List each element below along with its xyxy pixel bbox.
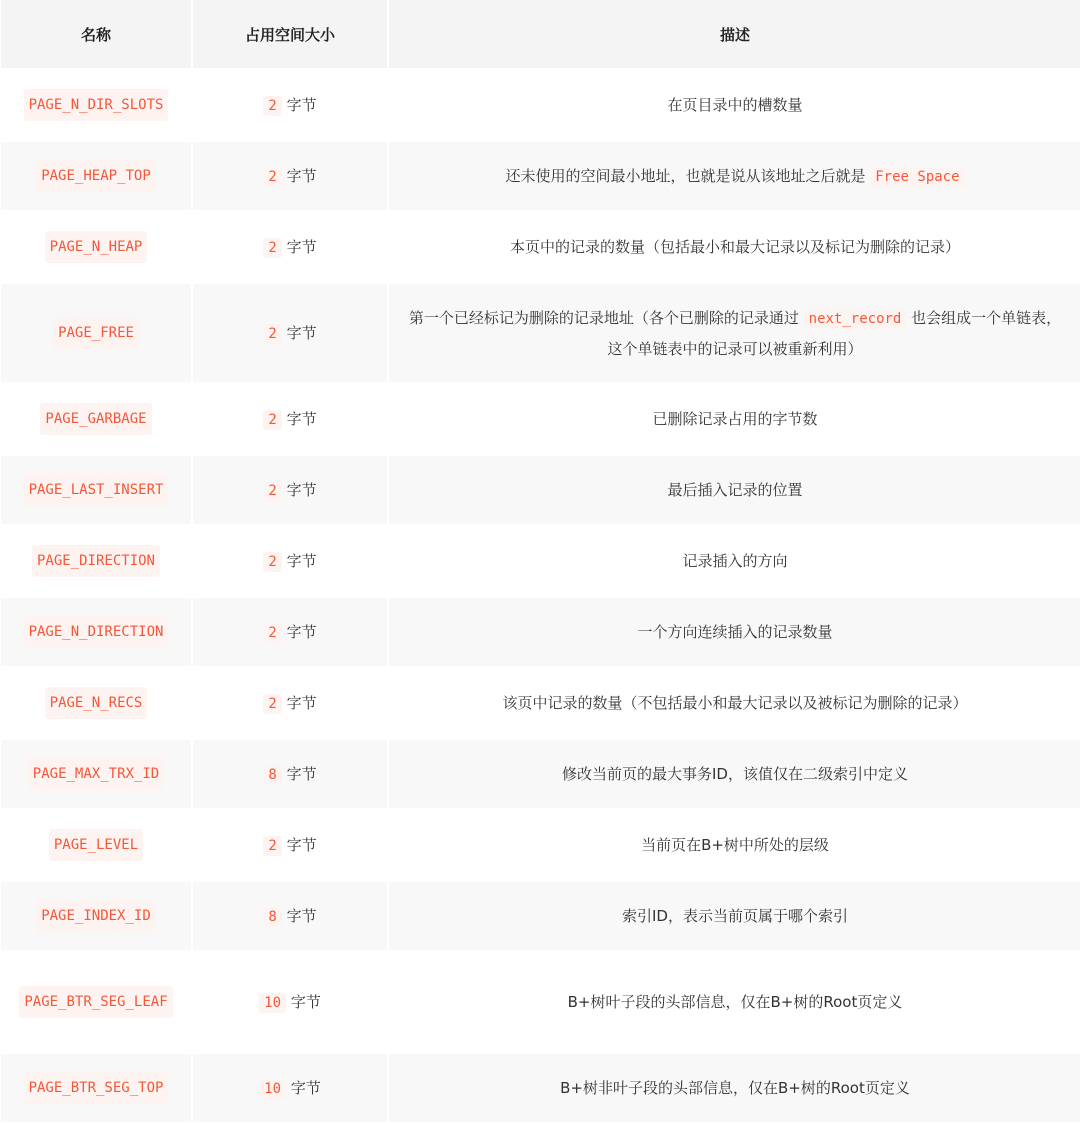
field-size-value: 2 <box>263 481 281 501</box>
field-size-unit: 字节 <box>286 906 317 925</box>
field-size-value: 2 <box>263 623 281 643</box>
field-size-cell <box>193 740 387 808</box>
table-row <box>1 284 1080 382</box>
field-size-value: 2 <box>263 694 281 714</box>
table-row <box>1 669 1080 737</box>
field-size-value: 2 <box>263 836 281 856</box>
table-row <box>1 527 1080 595</box>
field-description: 修改当前页的最大事务ID，该值仅在二级索引中定义 <box>562 765 908 783</box>
field-size-unit: 字节 <box>286 237 317 256</box>
table-row <box>1 811 1080 879</box>
table-row <box>1 953 1080 1051</box>
field-name-cell <box>1 953 191 1051</box>
field-size-unit: 字节 <box>286 622 317 641</box>
field-size-value: 2 <box>263 410 281 430</box>
field-name: PAGE_LAST_INSERT <box>24 474 169 506</box>
field-description-cell <box>389 811 1080 879</box>
field-size-unit: 字节 <box>286 323 317 342</box>
field-name: PAGE_BTR_SEG_LEAF <box>19 986 172 1018</box>
field-size-value: 2 <box>263 238 281 258</box>
field-size-cell <box>193 385 387 453</box>
field-description: 第一个已经标记为删除的记录地址（各个已删除的记录通过 <box>408 308 799 327</box>
field-description-cell <box>389 385 1080 453</box>
field-description: 本页中的记录的数量（包括最小和最大记录以及标记为删除的记录） <box>509 238 960 256</box>
field-description-cell <box>389 142 1080 210</box>
field-size-cell <box>193 142 387 210</box>
field-description: 当前页在B+树中所处的层级 <box>641 836 829 854</box>
field-size-cell <box>193 1054 387 1122</box>
table-row <box>1 456 1080 524</box>
field-description-cell <box>389 527 1080 595</box>
field-size-unit: 字节 <box>290 1078 321 1097</box>
field-name: PAGE_MAX_TRX_ID <box>28 758 164 790</box>
field-name: PAGE_DIRECTION <box>32 545 160 577</box>
field-description-cell <box>389 598 1080 666</box>
field-name: PAGE_N_RECS <box>45 687 148 719</box>
field-size-unit: 字节 <box>286 480 317 499</box>
table-row <box>1 213 1080 281</box>
field-name-cell <box>1 598 191 666</box>
field-name-cell <box>1 71 191 139</box>
field-size-value: 2 <box>263 552 281 572</box>
table-row <box>1 71 1080 139</box>
field-name: PAGE_LEVEL <box>49 829 143 861</box>
field-description-continued: 也会组成一个单链表，这个单链表中的记录可以被重新利用） <box>607 308 1062 358</box>
field-description: 在页目录中的槽数量 <box>667 96 803 114</box>
field-name-cell <box>1 527 191 595</box>
table-row <box>1 882 1080 950</box>
field-name-cell <box>1 811 191 879</box>
field-name: PAGE_BTR_SEG_TOP <box>24 1072 169 1104</box>
field-name: PAGE_HEAP_TOP <box>36 160 156 192</box>
field-description-cell <box>389 882 1080 950</box>
table-row <box>1 385 1080 453</box>
field-size-cell <box>193 71 387 139</box>
field-description-cell <box>389 1054 1080 1122</box>
field-size-unit: 字节 <box>286 764 317 783</box>
field-size-unit: 字节 <box>286 693 317 712</box>
table-row <box>1 740 1080 808</box>
field-name: PAGE_INDEX_ID <box>36 900 156 932</box>
field-description: 最后插入记录的位置 <box>667 481 803 499</box>
field-description-code: next_record <box>804 309 907 329</box>
field-size-cell <box>193 882 387 950</box>
field-description-cell <box>389 669 1080 737</box>
field-description-code: Free Space <box>870 167 964 187</box>
header-name: 名称 <box>1 0 191 68</box>
field-description: 索引ID，表示当前页属于哪个索引 <box>622 907 848 925</box>
field-size-unit: 字节 <box>286 166 317 185</box>
field-name-cell <box>1 669 191 737</box>
field-description-cell <box>389 456 1080 524</box>
field-name: PAGE_GARBAGE <box>40 403 151 435</box>
field-description: B+树非叶子段的头部信息，仅在B+树的Root页定义 <box>560 1079 910 1097</box>
field-description-cell <box>389 740 1080 808</box>
field-name: PAGE_FREE <box>53 317 139 349</box>
field-name-cell <box>1 213 191 281</box>
field-size-cell <box>193 669 387 737</box>
field-size-unit: 字节 <box>286 409 317 428</box>
field-size-cell <box>193 284 387 382</box>
table-row <box>1 142 1080 210</box>
field-size-unit: 字节 <box>290 992 321 1011</box>
field-description-cell <box>389 213 1080 281</box>
field-description-cell <box>389 953 1080 1051</box>
field-description: 记录插入的方向 <box>682 552 788 570</box>
field-size-value: 2 <box>263 324 281 344</box>
field-description: 一个方向连续插入的记录数量 <box>637 623 833 641</box>
field-size-value: 8 <box>263 765 281 785</box>
field-name-cell <box>1 385 191 453</box>
field-description: B+树叶子段的头部信息，仅在B+树的Root页定义 <box>567 993 903 1011</box>
table-header-row <box>1 0 1080 68</box>
field-size-cell <box>193 213 387 281</box>
header-description: 描述 <box>389 0 1080 68</box>
field-size-value: 2 <box>263 167 281 187</box>
field-name: PAGE_N_HEAP <box>45 231 148 263</box>
field-size-value: 10 <box>259 1079 286 1099</box>
field-name-cell <box>1 882 191 950</box>
field-name: PAGE_N_DIRECTION <box>24 616 169 648</box>
table-row <box>1 1054 1080 1122</box>
field-description: 还未使用的空间最小地址，也就是说从该地址之后就是 <box>505 166 866 185</box>
field-description: 该页中记录的数量（不包括最小和最大记录以及被标记为删除的记录） <box>502 694 968 712</box>
header-size: 占用空间大小 <box>193 0 387 68</box>
field-size-cell <box>193 811 387 879</box>
field-size-cell <box>193 953 387 1051</box>
field-size-cell <box>193 598 387 666</box>
table-body <box>1 71 1080 1122</box>
field-name-cell <box>1 142 191 210</box>
field-name-cell <box>1 284 191 382</box>
field-description-cell <box>389 284 1080 382</box>
field-description: 已删除记录占用的字节数 <box>652 410 818 428</box>
field-size-value: 2 <box>263 96 281 116</box>
field-name-cell <box>1 1054 191 1122</box>
field-size-cell <box>193 456 387 524</box>
field-name-cell <box>1 456 191 524</box>
field-size-unit: 字节 <box>286 95 317 114</box>
field-description-cell <box>389 71 1080 139</box>
table-row <box>1 598 1080 666</box>
field-name: PAGE_N_DIR_SLOTS <box>24 89 169 121</box>
field-size-value: 10 <box>259 993 286 1013</box>
field-size-value: 8 <box>263 907 281 927</box>
field-size-cell <box>193 527 387 595</box>
field-size-unit: 字节 <box>286 835 317 854</box>
field-name-cell <box>1 740 191 808</box>
field-size-unit: 字节 <box>286 551 317 570</box>
